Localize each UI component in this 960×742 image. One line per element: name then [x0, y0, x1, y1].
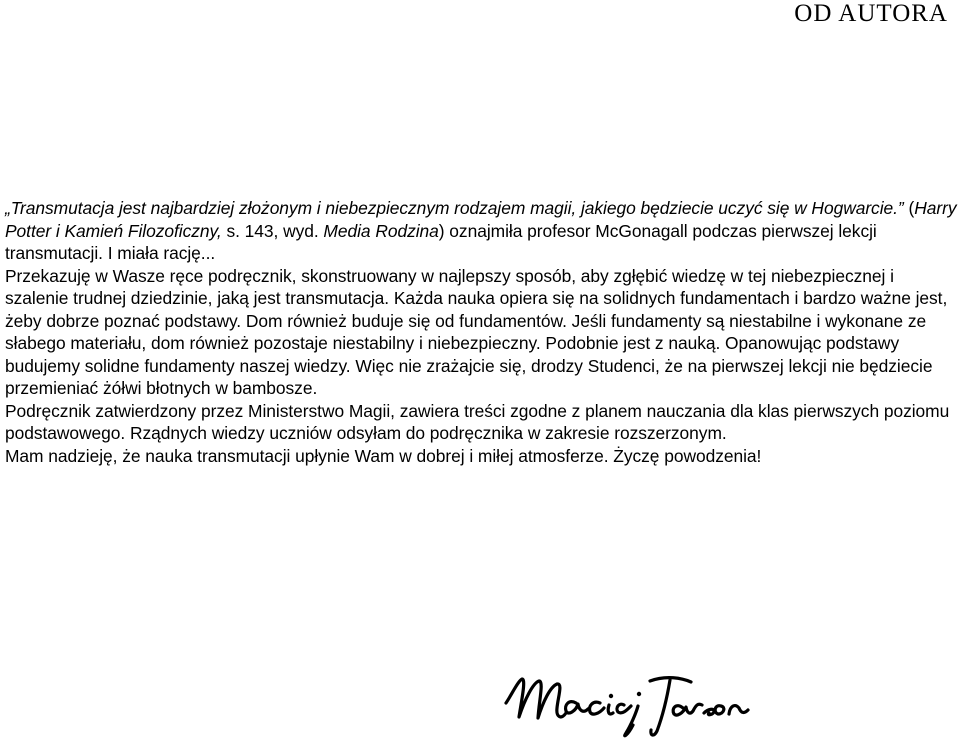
paragraph-2: Podręcznik zatwierdzony przez Ministerstwo Magii, zawiera treści zgodne z planem nauczania dla klas pierwszych poziomu podstawowego. Rządnych wiedzy uczniów odsyłam do podręcznika w zakresie rozszerzonym.: [5, 400, 950, 443]
paragraph-1: Przekazuję w Wasze ręce podręcznik, skonstruowany w najlepszy sposób, aby zgłębić wiedzę w tej niebezpiecznej i szalenie trudnej dziedzinie, jaką jest transmutacja. Każda nauka opiera się na solidnych fundamentach i bardzo ważne jest, żeby dobrze poznać podstawy. Dom również buduje się od fundamentów. Jeśli fundamenty są niestabilne i wykonane ze słabego materiału, dom również pozostaje niestabilny i niebezpieczny. Podobnie jest z nauką. Opanowując podstawy budujemy solidne fundamenty naszej wiedzy. Więc nie zrażajcie się, drodzy Studenci, że na pierwszej lekcji nie będziecie przemieniać żółwi błotnych w bambosze.: [5, 265, 948, 398]
source-open: (: [903, 198, 915, 218]
source-title: Harry Potter i Kamień Filozoficzny,: [5, 198, 957, 241]
intro-quote: „Transmutacja jest najbardziej złożonym i niebezpiecznym rodzajem magii, jakiego będziecie uczyć się w Hogwarcie.”: [5, 198, 904, 218]
intro-rest: ) oznajmiła profesor McGonagall podczas pierwszej lekcji transmutacji. I miała rację...: [5, 220, 877, 263]
intro-paragraph: [5, 197, 957, 265]
source-details: s. 143, wyd.: [221, 220, 324, 241]
page-heading: OD AUTORA: [794, 0, 948, 27]
paragraph-3: Mam nadzieję, że nauka transmutacji upłynie Wam w dobrej i miłej atmosferze. Życzę powodzenia!: [5, 445, 762, 466]
body-text: [5, 197, 957, 467]
publisher-name: Media Rodzina: [323, 220, 439, 241]
author-signature: [500, 663, 750, 738]
